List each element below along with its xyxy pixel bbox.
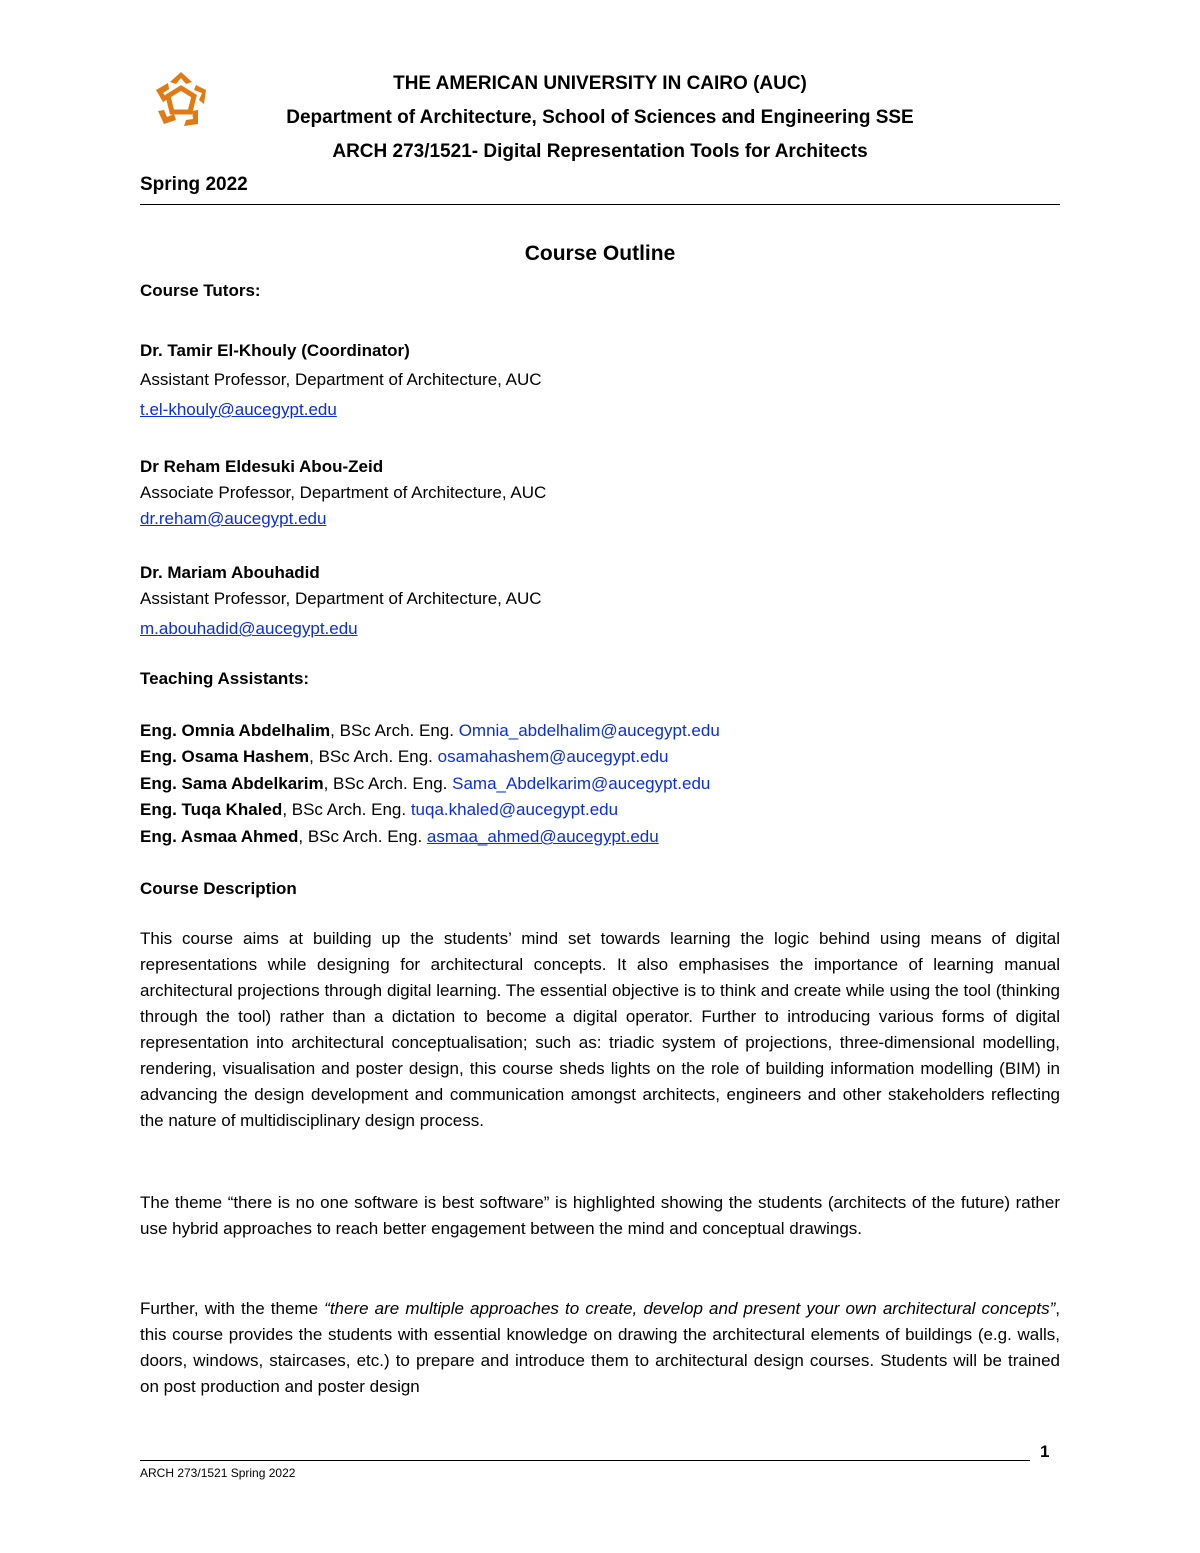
course-name: ARCH 273/1521- Digital Representation Tools for Architects xyxy=(332,141,868,162)
tutor-role: Assistant Professor, Department of Architecture, AUC xyxy=(140,589,542,608)
university-name: THE AMERICAN UNIVERSITY IN CAIRO (AUC) xyxy=(393,73,807,94)
ta-email-link[interactable]: Omnia_abdelhalim@aucegypt.edu xyxy=(458,721,720,740)
tutor-role: Assistant Professor, Department of Architecture, AUC xyxy=(140,370,542,389)
ta-degree: , BSc Arch. Eng. xyxy=(309,747,438,766)
ta-name: Eng. Omnia Abdelhalim xyxy=(140,721,331,740)
ta-row xyxy=(140,799,618,821)
tutor-name: Dr. Tamir El-Khouly (Coordinator) xyxy=(140,341,410,360)
ta-row xyxy=(140,773,710,795)
ta-email-link[interactable]: osamahashem@aucegypt.edu xyxy=(437,747,669,766)
theme-paragraph: The theme “there is no one software is best software” is highlighted showing the students (architects of the future) rather use hybrid approaches to reach better engagement between the mind and conceptual drawings. xyxy=(140,1193,1060,1238)
description-heading: Course Description xyxy=(140,879,297,898)
tutor-email-link[interactable]: t.el-khouly@aucegypt.edu xyxy=(140,400,337,419)
paragraph-italic-quote: “there are multiple approaches to create, develop and present your own architectural concepts” xyxy=(324,1299,1056,1318)
ta-degree: , BSc Arch. Eng. xyxy=(330,721,459,740)
ta-name: Eng. Osama Hashem xyxy=(140,747,310,766)
description-paragraph: This course aims at building up the students’ mind set towards learning the logic behind using means of digital representations while designing for architectural concepts. It also emphasises the importance of learning manual architectural projections through digital learning. The essential objective is to think and create while using the tool (thinking through the tool) rather than a dictation to become a digital operator. Further to introducing various forms of digital representation into architectural conceptualisation; such as: triadic system of projections, three-dimensional modelling, rendering, visualisation and poster design, this course sheds lights on the role of building information modelling (BIM) in advancing the design development and communication amongst architects, engineers and other stakeholders reflecting the nature of multidisciplinary design process. xyxy=(140,929,1060,1130)
tutor-email-link[interactable]: m.abouhadid@aucegypt.edu xyxy=(140,619,358,638)
page-number: 1 xyxy=(1040,1442,1050,1461)
semester: Spring 2022 xyxy=(140,174,248,195)
paragraph-start: Further, with the theme xyxy=(140,1299,325,1318)
tutors-heading: Course Tutors: xyxy=(140,281,261,300)
ta-heading: Teaching Assistants: xyxy=(140,669,310,688)
ta-name: Eng. Asmaa Ahmed xyxy=(140,827,299,846)
footer-divider xyxy=(140,1460,1030,1461)
ta-degree: , BSc Arch. Eng. xyxy=(298,827,427,846)
ta-row xyxy=(140,746,669,768)
ta-row xyxy=(140,826,659,848)
ta-row xyxy=(140,720,720,742)
tutor-name: Dr Reham Eldesuki Abou-Zeid xyxy=(140,457,384,476)
ta-name: Eng. Tuqa Khaled xyxy=(140,800,283,819)
footer-text: ARCH 273/1521 Spring 2022 xyxy=(140,1466,296,1480)
tutor-email-link[interactable]: dr.reham@aucegypt.edu xyxy=(140,509,327,528)
ta-name: Eng. Sama Abdelkarim xyxy=(140,774,324,793)
approaches-paragraph xyxy=(140,1296,1060,1400)
tutor-role: Associate Professor, Department of Architecture, AUC xyxy=(140,483,547,502)
ta-email-link[interactable]: asmaa_ahmed@aucegypt.edu xyxy=(426,827,659,846)
department-name: Department of Architecture, School of Sciences and Engineering SSE xyxy=(286,107,914,128)
ta-degree: , BSc Arch. Eng. xyxy=(282,800,411,819)
paragraph-rest: , this course provides the students with essential knowledge on drawing the architectural elements of buildings (e.g. walls, doors, windows, staircases, etc.) to prepare and introduce them to architectural design courses. Students will be trained on post production and poster design xyxy=(140,1299,1060,1396)
header-divider xyxy=(140,204,1060,205)
ta-degree: , BSc Arch. Eng. xyxy=(323,774,453,793)
ta-email-link[interactable]: tuqa.khaled@aucegypt.edu xyxy=(410,800,619,819)
page-title: Course Outline xyxy=(524,242,676,265)
tutor-name: Dr. Mariam Abouhadid xyxy=(140,563,320,582)
ta-email-link[interactable]: Sama_Abdelkarim@aucegypt.edu xyxy=(452,774,711,793)
